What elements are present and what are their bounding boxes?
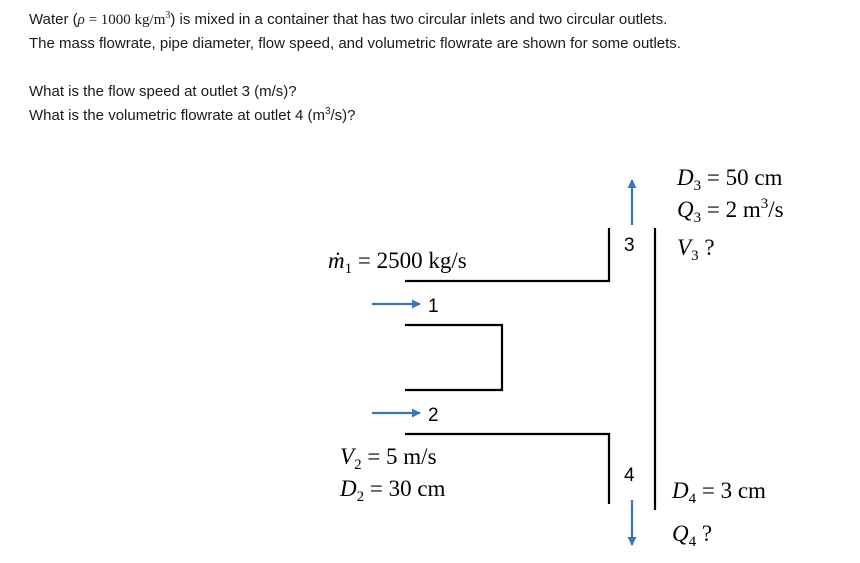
mdot-symbol: ṁ xyxy=(328,248,345,273)
d3-subscript: 3 xyxy=(693,178,702,194)
question-2-text: What is the volumetric flowrate at outlet 4 (m xyxy=(29,107,325,124)
v2-value: = 5 m/s xyxy=(361,444,437,469)
rho-symbol: ρ xyxy=(77,12,85,28)
q3-exponent: 3 xyxy=(760,196,769,212)
outlet-3-volumetric-flowrate xyxy=(677,196,784,226)
inlet-1-mass-flowrate xyxy=(328,248,467,277)
d4-value: = 3 cm xyxy=(696,478,766,503)
problem-line-2: The mass flowrate, pipe diameter, flow speed, and volumetric flowrate are shown for some outlets. xyxy=(29,35,681,52)
q3-subscript: 3 xyxy=(693,210,702,226)
line1-start: Water ( xyxy=(29,11,78,28)
q4-value: ? xyxy=(696,521,713,546)
d4-subscript: 4 xyxy=(688,491,697,507)
v3-value: ? xyxy=(698,235,715,260)
d3-value: = 50 cm xyxy=(701,165,783,190)
inlet-2-number: 2 xyxy=(428,405,439,426)
q3-symbol: Q xyxy=(677,197,694,222)
outlet-4-volumetric-flowrate xyxy=(672,521,712,550)
q3-tail: /s xyxy=(768,197,784,222)
q4-symbol: Q xyxy=(672,521,689,546)
q3-value: = 2 m xyxy=(701,197,761,222)
d2-subscript: 2 xyxy=(356,489,365,505)
outlet-4-diameter xyxy=(671,478,766,507)
outlet-3-number: 3 xyxy=(624,235,635,256)
outlet-3-diameter xyxy=(676,165,783,194)
outlet-3-speed xyxy=(677,235,715,264)
middle-wall xyxy=(405,325,502,390)
inlet-2-diameter xyxy=(339,476,446,505)
inlet-2-speed xyxy=(340,444,437,473)
v2-symbol: V xyxy=(340,444,355,469)
outlet-4-number: 4 xyxy=(624,465,635,486)
inlet-1-number: 1 xyxy=(428,296,439,317)
question-1: What is the flow speed at outlet 3 (m/s)? xyxy=(29,83,297,100)
rho-value: = 1000 kg/m xyxy=(84,12,166,28)
mdot-value: = 2500 kg/s xyxy=(352,248,467,273)
q4-subscript: 4 xyxy=(688,534,697,550)
v3-subscript: 3 xyxy=(691,248,699,264)
d2-value: = 30 cm xyxy=(364,476,446,501)
line1-end: ) is mixed in a container that has two circular inlets and two circular outlets. xyxy=(170,11,668,28)
d2-symbol: D xyxy=(340,476,357,501)
d4-symbol: D xyxy=(672,478,689,503)
d3-symbol: D xyxy=(677,165,694,190)
v2-subscript: 2 xyxy=(354,457,362,473)
question-2-tail: /s)? xyxy=(330,107,356,124)
question-2-exponent: 3 xyxy=(324,106,331,117)
v3-symbol: V xyxy=(677,235,692,260)
mdot-subscript: 1 xyxy=(344,261,353,277)
rho-exponent: 3 xyxy=(165,10,171,21)
